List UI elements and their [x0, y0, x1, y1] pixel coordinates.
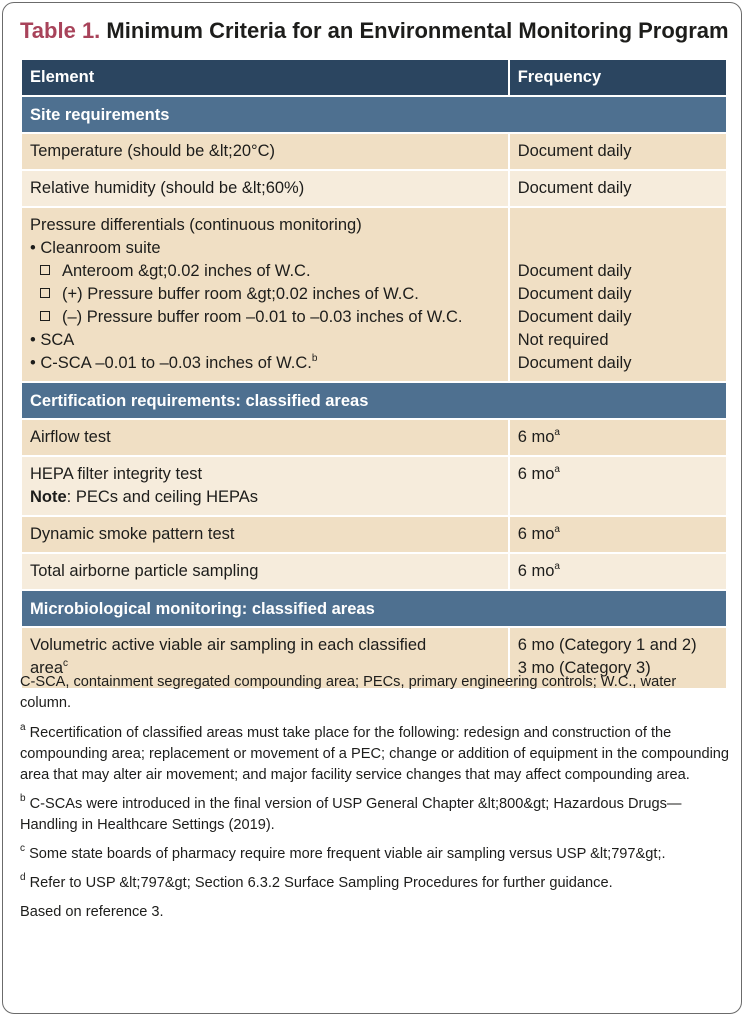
frequency-temperature: Document daily: [509, 133, 727, 170]
table-header-row: [21, 59, 727, 96]
element-hepa: [21, 456, 509, 516]
footnote-a: [20, 723, 730, 786]
footnote-mark: a: [554, 560, 560, 572]
section-row: [21, 382, 727, 419]
footnote-d-text: Refer to USP &lt;797&gt; Section 6.3.2 Surface Sampling Procedures for further guidance.: [29, 875, 613, 891]
footnote-mark: b: [311, 352, 318, 364]
frequency-value: 6 mo: [517, 525, 555, 543]
footnote-mark: d: [20, 872, 26, 884]
cleanroom-suite-label: Cleanroom suite: [40, 239, 161, 257]
note-label: Note: [30, 488, 67, 506]
element-temperature: Temperature (should be &lt;20°C): [21, 133, 509, 170]
neg-buffer-item: [30, 306, 500, 329]
table-row: [21, 516, 727, 553]
table-row: [21, 456, 727, 516]
hepa-note: [30, 486, 500, 509]
neg-buffer-label: (–) Pressure buffer room –0.01 to –0.03 inches of W.C.: [62, 308, 463, 326]
abbreviations-note: C-SCA, containment segregated compounding area; PECs, primary engineering controls; W.C., water column.: [20, 674, 677, 711]
element-humidity: Relative humidity (should be &lt;60%): [21, 170, 509, 207]
frequency-value: 6 mo: [517, 465, 555, 483]
frequency-csca: Document daily: [517, 354, 632, 372]
table-row: [21, 170, 727, 207]
section-micro: Microbiological monitoring: classified areas: [21, 590, 727, 627]
frequency-particle: [509, 553, 727, 590]
table-footnotes: [20, 672, 730, 931]
frequency-anteroom: Document daily: [517, 262, 632, 280]
anteroom-item: [30, 260, 500, 283]
frequency-value: 6 mo: [517, 428, 555, 446]
frequency-humidity: Document daily: [509, 170, 727, 207]
footnote-mark: c: [63, 657, 69, 669]
reference-note: Based on reference 3.: [20, 904, 164, 920]
frequency-value: 6 mo: [517, 562, 555, 580]
table-row: [21, 207, 727, 382]
frequency-neg-buffer: Document daily: [517, 308, 632, 326]
pressure-heading: Pressure differentials (continuous monitoring): [30, 216, 362, 234]
frequency-pressure: [509, 207, 727, 382]
footnote-mark: c: [20, 843, 25, 855]
note-text: : PECs and ceiling HEPAs: [66, 488, 259, 506]
element-particle: Total airborne particle sampling: [21, 553, 509, 590]
csca-item: [30, 352, 500, 375]
hepa-label: HEPA filter integrity test: [30, 465, 203, 483]
section-row: [21, 590, 727, 627]
footnote-d: [20, 873, 730, 894]
footnote-mark: a: [20, 722, 26, 734]
footnote-mark: a: [554, 523, 560, 535]
footnote-mark: a: [554, 426, 560, 438]
table-row: [21, 553, 727, 590]
csca-label: C-SCA –0.01 to –0.03 inches of W.C.: [40, 354, 312, 372]
table-number: Table 1.: [20, 18, 101, 43]
pos-buffer-label: (+) Pressure buffer room &gt;0.02 inches of W.C.: [62, 285, 419, 303]
table-title: [20, 18, 729, 44]
table-row: [21, 133, 727, 170]
header-element: Element: [21, 59, 509, 96]
element-pressure: [21, 207, 509, 382]
square-bullet-icon: [40, 288, 50, 298]
frequency-smoke: [509, 516, 727, 553]
section-row: [21, 96, 727, 133]
square-bullet-icon: [40, 311, 50, 321]
table-row: [21, 419, 727, 456]
sca-label: SCA: [40, 331, 75, 349]
viable-area: area: [30, 659, 64, 677]
sca-item: [30, 329, 500, 352]
square-bullet-icon: [40, 265, 50, 275]
table-title-text: Minimum Criteria for an Environmental Monitoring Program: [106, 18, 729, 43]
footnote-a-text: Recertification of classified areas must take place for the following: redesign and construction of the compounding area; replacement or movement of a PEC; change or addition of equipment in the compounding area that may alter air movement; and major facility service changes that may affect compounding area.: [20, 725, 730, 783]
cleanroom-suite: [30, 237, 500, 260]
header-frequency: Frequency: [509, 59, 727, 96]
footnote-b: [20, 794, 730, 836]
anteroom-label: Anteroom &gt;0.02 inches of W.C.: [62, 262, 311, 280]
footnote-mark: b: [20, 793, 26, 805]
element-airflow: Airflow test: [21, 419, 509, 456]
footnote-c-text: Some state boards of pharmacy require more frequent viable air sampling versus USP &lt;797&gt;.: [29, 846, 666, 862]
frequency-hepa: [509, 456, 727, 516]
footnote-c: [20, 844, 730, 865]
footnote-mark: a: [554, 463, 560, 475]
frequency-sca: Not required: [517, 331, 609, 349]
element-smoke: Dynamic smoke pattern test: [21, 516, 509, 553]
frequency-airflow: [509, 419, 727, 456]
section-cert: Certification requirements: classified areas: [21, 382, 727, 419]
frequency-pos-buffer: Document daily: [517, 285, 632, 303]
viable-freq-line1: 6 mo (Category 1 and 2): [517, 636, 697, 654]
pos-buffer-item: [30, 283, 500, 306]
section-site: Site requirements: [21, 96, 727, 133]
footnote-b-text: C-SCAs were introduced in the final version of USP General Chapter &lt;800&gt; Hazardous Drugs—Handling in Healthcare Settings (2019).: [20, 796, 682, 833]
viable-freq-line2: 3 mo (Category 3): [517, 659, 651, 677]
viable-line1: Volumetric active viable air sampling in each classified: [30, 636, 427, 654]
criteria-table: [20, 58, 728, 690]
